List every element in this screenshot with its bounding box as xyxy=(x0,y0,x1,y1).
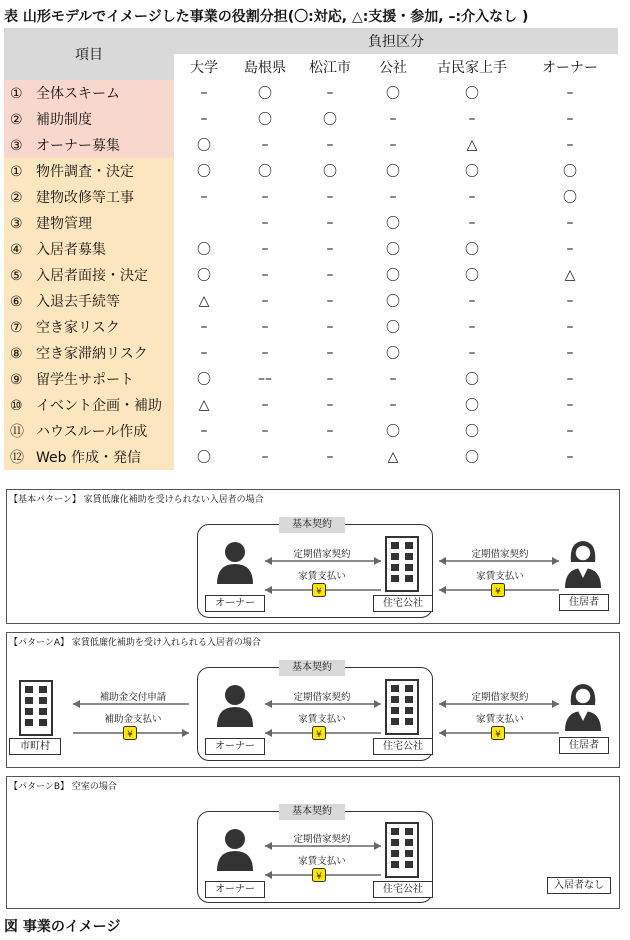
contract-label: 基本契約 xyxy=(279,660,345,676)
role-cell: – xyxy=(261,215,269,231)
row-number: ② xyxy=(10,190,23,206)
table-row xyxy=(4,80,618,106)
role-cell: 〇 xyxy=(465,450,479,466)
role-cell: – xyxy=(200,319,208,335)
table-row xyxy=(4,392,618,418)
table-row xyxy=(4,210,618,236)
yen-coin-icon xyxy=(491,726,505,740)
row-item xyxy=(4,158,174,184)
role-cell: – xyxy=(261,241,269,257)
role-cell: – xyxy=(566,137,574,153)
role-cell: – xyxy=(566,397,574,413)
corp-label: 住宅公社 xyxy=(373,881,433,898)
role-cell: – xyxy=(566,293,574,309)
role-cell: 〇 xyxy=(386,294,400,310)
row-label: 入居者面接・決定 xyxy=(36,268,148,284)
role-cell: – xyxy=(261,345,269,361)
row-number: ④ xyxy=(10,242,23,258)
role-cell: – xyxy=(326,137,334,153)
grant-request-label: 補助金交付申請 xyxy=(99,692,167,703)
corp-label: 住宅公社 xyxy=(373,595,433,612)
role-cell: – xyxy=(566,449,574,465)
yen-coin-icon xyxy=(491,583,505,597)
row-label: 空き家滞納リスク xyxy=(36,346,148,362)
role-cell: – xyxy=(389,371,397,387)
panel-title: 【パターンA】 家賃低廉化補助を受け入れられる入居者の場合 xyxy=(9,638,261,648)
role-cell: – xyxy=(200,189,208,205)
role-cell: 〇 xyxy=(386,424,400,440)
table-row xyxy=(4,106,618,132)
role-cell: 〇 xyxy=(197,372,211,388)
row-number: ⑪ xyxy=(10,424,24,440)
row-label: 建物改修等工事 xyxy=(36,190,134,206)
role-cell: – xyxy=(389,189,397,205)
owner-label: オーナー xyxy=(205,595,265,612)
panel-b xyxy=(6,776,620,909)
row-item xyxy=(4,392,174,418)
panel-a xyxy=(6,632,620,768)
row-item xyxy=(4,314,174,340)
role-cell: – xyxy=(261,319,269,335)
column-header: 公社 xyxy=(379,60,407,76)
city-label: 市町村 xyxy=(9,738,61,755)
role-cell: – xyxy=(326,215,334,231)
table-row xyxy=(4,288,618,314)
role-cell: – xyxy=(566,371,574,387)
figure-caption: 図 事業のイメージ xyxy=(4,919,121,935)
role-cell: – xyxy=(261,137,269,153)
lease-arrow-right xyxy=(439,700,559,708)
rent-label-right: 家賃支払い xyxy=(476,571,524,582)
building-icon xyxy=(385,679,419,735)
panel-title: 【基本パターン】 家賃低廉化補助を受けられない入居者の場合 xyxy=(9,495,264,505)
role-cell: – xyxy=(261,189,269,205)
lease-label: 定期借家契約 xyxy=(293,549,351,560)
row-label: 空き家リスク xyxy=(36,320,120,336)
row-item xyxy=(4,210,174,236)
row-number: ① xyxy=(10,86,23,102)
role-cell: – xyxy=(261,267,269,283)
table-row xyxy=(4,340,618,366)
grant-pay-label: 補助金支払い xyxy=(104,714,162,725)
row-item xyxy=(4,262,174,288)
row-label: ハウスルール作成 xyxy=(36,424,148,440)
grant-request-arrow xyxy=(73,700,189,708)
panel-basic xyxy=(6,489,620,624)
row-number: ⑧ xyxy=(10,346,23,362)
yen-coin-icon xyxy=(312,868,326,882)
lease-label-right: 定期借家契約 xyxy=(471,692,529,703)
role-cell: – xyxy=(261,293,269,309)
lease-label: 定期借家契約 xyxy=(293,834,351,845)
lease-arrow xyxy=(265,557,381,565)
person-icon xyxy=(215,683,255,727)
role-cell: 〇 xyxy=(465,164,479,180)
role-cell: – xyxy=(200,345,208,361)
lease-label: 定期借家契約 xyxy=(293,692,351,703)
role-cell: 〇 xyxy=(386,346,400,362)
row-number: ⑫ xyxy=(10,450,24,466)
role-cell: 〇 xyxy=(258,164,272,180)
role-cell: – xyxy=(326,241,334,257)
svg-text:¥: ¥ xyxy=(316,872,322,882)
row-label: 留学生サポート xyxy=(36,372,134,388)
row-label: 物件調査・決定 xyxy=(36,164,134,180)
column-header: 松江市 xyxy=(309,60,351,76)
rent-label: 家賃支払い xyxy=(298,571,346,582)
role-cell: – xyxy=(326,397,334,413)
yen-coin-icon xyxy=(312,726,326,740)
group-header: 負担区分 xyxy=(174,28,618,54)
row-item xyxy=(4,106,174,132)
role-cell: – xyxy=(261,423,269,439)
role-cell: 〇 xyxy=(197,268,211,284)
role-cell: – xyxy=(566,111,574,127)
role-cell: – xyxy=(200,423,208,439)
role-cell: – xyxy=(326,293,334,309)
role-cell: – xyxy=(566,85,574,101)
row-item xyxy=(4,418,174,444)
role-cell: 〇 xyxy=(465,268,479,284)
role-cell: – xyxy=(468,345,476,361)
lease-arrow xyxy=(265,700,381,708)
row-number: ⑨ xyxy=(10,372,23,388)
no-resident-label: 入居者なし xyxy=(547,877,611,894)
role-cell: – xyxy=(468,111,476,127)
role-cell: – xyxy=(326,319,334,335)
table-row xyxy=(4,366,618,392)
item-header: 項目 xyxy=(4,28,174,80)
row-item xyxy=(4,184,174,210)
row-number: ③ xyxy=(10,216,23,232)
role-cell: – xyxy=(389,111,397,127)
row-item xyxy=(4,444,174,470)
row-item xyxy=(4,366,174,392)
row-label: イベント企画・補助 xyxy=(36,398,162,414)
role-cell: 〇 xyxy=(465,86,479,102)
row-number: ② xyxy=(10,112,23,128)
resident-label: 住居者 xyxy=(559,737,609,754)
table-row xyxy=(4,444,618,470)
column-header: 島根県 xyxy=(244,60,286,76)
role-cell: △ xyxy=(564,267,576,283)
row-label: 入居者募集 xyxy=(36,242,106,258)
role-table xyxy=(4,28,618,470)
role-cell: 〇 xyxy=(563,164,578,180)
table-row xyxy=(4,132,618,158)
lease-label-right: 定期借家契約 xyxy=(471,549,529,560)
table-caption: 表 山形モデルでイメージした事業の役割分担(〇:対応, △:支援・参加, –:介入なし ) xyxy=(4,9,529,25)
owner-label: オーナー xyxy=(205,738,265,755)
role-cell: 〇 xyxy=(386,268,400,284)
row-label: Web 作成・発信 xyxy=(36,450,141,466)
person-icon xyxy=(215,827,255,871)
row-label: オーナー募集 xyxy=(36,138,120,154)
svg-text:¥: ¥ xyxy=(127,730,133,740)
row-label: 入退去手続等 xyxy=(36,294,120,310)
row-item xyxy=(4,236,174,262)
role-cell: – xyxy=(326,267,334,283)
role-cell: – xyxy=(468,319,476,335)
role-cell: △ xyxy=(198,397,210,413)
column-header: オーナー xyxy=(542,60,599,76)
row-number: ① xyxy=(10,164,23,180)
corp-label: 住宅公社 xyxy=(373,738,433,755)
row-label: 全体スキーム xyxy=(36,86,120,102)
role-cell: – xyxy=(326,423,334,439)
role-cell: △ xyxy=(198,293,210,309)
column-header: 古民家上手 xyxy=(437,60,507,76)
panel-title: 【パターンB】 空室の場合 xyxy=(9,782,117,792)
role-cell: – xyxy=(389,137,397,153)
role-cell: – xyxy=(326,371,334,387)
role-cell: 〇 xyxy=(465,398,479,414)
row-number: ⑩ xyxy=(10,398,23,414)
lease-arrow-right xyxy=(439,557,559,565)
role-cell: – xyxy=(468,189,476,205)
role-cell: – xyxy=(566,215,574,231)
woman-icon xyxy=(563,538,603,588)
role-cell: – xyxy=(326,85,334,101)
role-cell: – xyxy=(566,423,574,439)
role-cell: – xyxy=(200,111,208,127)
role-cell: 〇 xyxy=(386,86,400,102)
role-cell: – xyxy=(326,449,334,465)
role-cell: – xyxy=(261,397,269,413)
role-cell: 〇 xyxy=(386,242,400,258)
role-cell: 〇 xyxy=(197,164,211,180)
table-row xyxy=(4,262,618,288)
role-cell: 〇 xyxy=(386,320,400,336)
role-cell: 〇 xyxy=(465,242,479,258)
role-cell: 〇 xyxy=(465,424,479,440)
role-cell xyxy=(174,210,234,236)
owner-label: オーナー xyxy=(205,881,265,898)
role-cell: 〇 xyxy=(197,450,211,466)
role-cell: △ xyxy=(387,449,399,465)
svg-text:¥: ¥ xyxy=(316,730,322,740)
building-icon xyxy=(19,680,53,736)
role-cell: 〇 xyxy=(386,216,400,232)
role-cell: 〇 xyxy=(465,372,479,388)
role-cell: – xyxy=(326,345,334,361)
row-number: ⑥ xyxy=(10,294,23,310)
row-item xyxy=(4,340,174,366)
role-cell: – xyxy=(389,397,397,413)
row-item xyxy=(4,288,174,314)
role-cell: –– xyxy=(258,371,272,387)
role-cell: 〇 xyxy=(258,86,272,102)
row-label: 建物管理 xyxy=(36,216,92,232)
resident-label: 住居者 xyxy=(559,594,609,611)
building-icon xyxy=(385,822,419,878)
role-cell: 〇 xyxy=(563,190,578,206)
role-cell: – xyxy=(200,85,208,101)
yen-coin-icon xyxy=(312,583,326,597)
woman-icon xyxy=(563,681,603,731)
table-row xyxy=(4,158,618,184)
role-cell: 〇 xyxy=(386,164,400,180)
row-item xyxy=(4,80,174,106)
rent-label: 家賃支払い xyxy=(298,714,346,725)
role-cell: 〇 xyxy=(258,112,272,128)
table-row xyxy=(4,236,618,262)
role-cell: – xyxy=(566,241,574,257)
contract-label: 基本契約 xyxy=(279,517,345,533)
row-item xyxy=(4,132,174,158)
role-cell: – xyxy=(468,215,476,231)
svg-text:¥: ¥ xyxy=(495,730,501,740)
svg-text:¥: ¥ xyxy=(495,587,501,597)
role-cell: 〇 xyxy=(323,164,337,180)
row-number: ⑦ xyxy=(10,320,23,336)
role-cell: – xyxy=(566,319,574,335)
row-number: ⑤ xyxy=(10,268,23,284)
column-header: 大学 xyxy=(190,60,218,76)
table-row xyxy=(4,184,618,210)
row-label: 補助制度 xyxy=(36,112,92,128)
role-cell: 〇 xyxy=(323,112,337,128)
role-cell: – xyxy=(468,293,476,309)
role-cell: 〇 xyxy=(197,138,211,154)
building-icon xyxy=(385,536,419,592)
rent-label: 家賃支払い xyxy=(298,856,346,867)
yen-coin-icon xyxy=(123,726,137,740)
person-icon xyxy=(215,540,255,584)
lease-arrow xyxy=(265,842,381,850)
role-cell: △ xyxy=(466,137,478,153)
table-row xyxy=(4,314,618,340)
contract-label: 基本契約 xyxy=(279,804,345,820)
role-cell: – xyxy=(261,449,269,465)
role-cell: – xyxy=(326,189,334,205)
rent-label-right: 家賃支払い xyxy=(476,714,524,725)
role-cell: – xyxy=(566,345,574,361)
role-cell: 〇 xyxy=(197,242,211,258)
row-number: ③ xyxy=(10,138,23,154)
table-row xyxy=(4,418,618,444)
svg-text:¥: ¥ xyxy=(316,587,322,597)
